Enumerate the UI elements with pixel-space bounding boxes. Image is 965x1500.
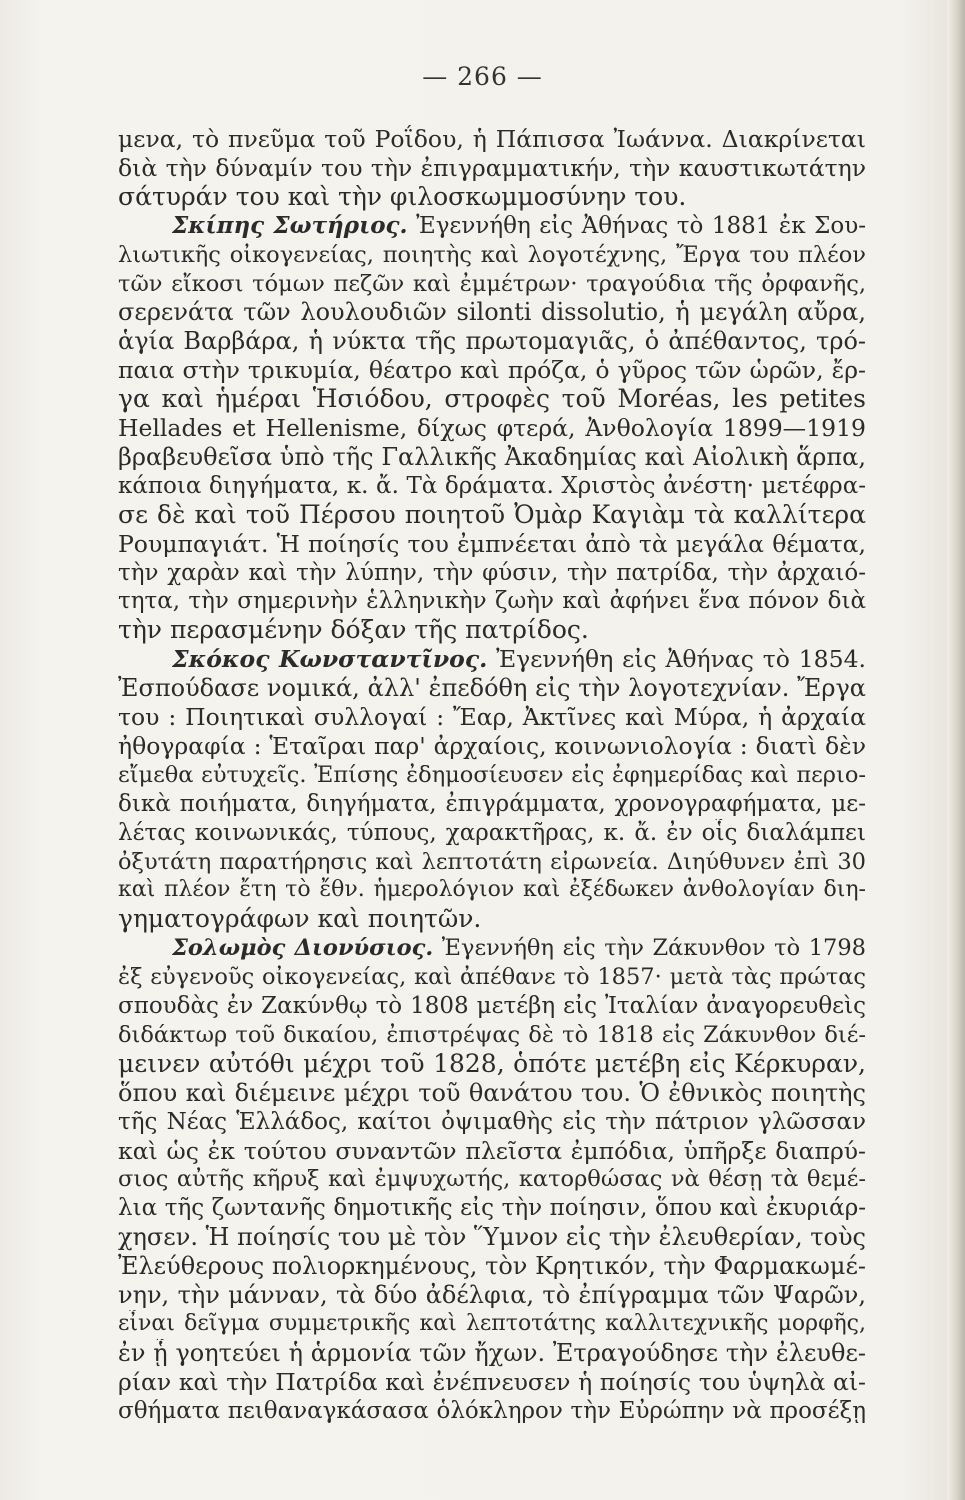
- line-text: μεινεν αὐτόθι μέχρι τοῦ 1828, ὁπότε μετέβη εἰς Κέρκυραν,: [118, 1049, 866, 1078]
- text-line: [118, 761, 866, 789]
- text-line: [118, 1368, 866, 1396]
- text-line: [118, 1281, 866, 1309]
- line-text: διὰ τὴν δύναμίν του τὴν ἐπιγραμματικήν, τὴν καυστικωτάτην: [118, 153, 866, 182]
- line-text: σθήματα πειθαναγκάσασα ὁλόκληρον τὴν Εὐρώπην νὰ προσέξῃ: [118, 1397, 866, 1424]
- line-text: Ἐγεννήθη εἰς τὴν Ζάκυνθον τὸ 1798: [433, 935, 866, 962]
- text-line: [118, 1165, 866, 1193]
- line-text: ρίαν καὶ τὴν Πατρίδα καὶ ἐνέπνευσεν ἡ ποίησίς του ὑψηλὰ αἰ-: [118, 1367, 866, 1396]
- text-line: [118, 154, 866, 182]
- line-text: σάτυράν του καὶ τὴν φιλοσκωμμοσύνην του.: [118, 182, 687, 211]
- line-text: ὀξυτάτη παρατήρησις καὶ λεπτοτάτη εἰρωνεία. Διηύθυνεν ἐπὶ 30: [118, 848, 866, 875]
- line-text: τῶν εἴκοσι τόμων πεζῶν καὶ ἐμμέτρων· τραγούδια τῆς ὀρφανῆς,: [118, 270, 866, 297]
- text-line: [118, 1050, 866, 1078]
- text-line: [118, 356, 866, 384]
- text-line: [118, 1108, 866, 1136]
- text-line: [118, 819, 866, 847]
- line-text: τητα, τὴν σημερινὴν ἑλληνικὴν ζωὴν καὶ ἀφήνει ἕνα πόνον διὰ: [118, 588, 866, 615]
- line-text: σπουδὰς ἐν Ζακύνθῳ τὸ 1808 μετέβη εἰς Ἰταλίαν ἀναγορευθεὶς: [118, 993, 866, 1019]
- text-line: [118, 270, 866, 298]
- line-text: Ἐλεύθερους πολιορκημένους, τὸν Κρητικόν, τὴν Φαρμακωμέ-: [118, 1252, 866, 1281]
- line-text: Hellades et Hellenisme, δίχως φτερά, Ἀνθολογία 1899—1919: [118, 414, 866, 442]
- text-line: [172, 645, 866, 673]
- entry-name: Σολωμὸς Διονύσιος.: [172, 935, 434, 962]
- line-text: μενα, τὸ πνεῦμα τοῦ Ροΐδου, ἡ Πάπισσα Ἰωάννα. Διακρίνεται: [118, 125, 866, 153]
- line-text: τῆς Νέας Ἑλλάδος, καίτοι ὀψιμαθὴς εἰς τὴν πάτριον γλῶσσαν: [118, 1108, 866, 1135]
- line-text: βραβευθεῖσα ὑπὸ τῆς Γαλλικῆς Ἀκαδημίας καὶ Αἰολικὴ ἅρπα,: [118, 442, 866, 471]
- line-text: καὶ πλέον ἔτη τὸ ἔθν. ἡμερολόγιον καὶ ἐξέδωκεν ἀνθολογίαν διη-: [118, 877, 866, 903]
- line-text: λέτας κοινωνικάς, τύπους, χαρακτῆρας, κ. ἄ. ἐν οἷς διαλάμπει: [118, 819, 866, 846]
- page-edge: [947, 0, 965, 1500]
- text-line: [118, 501, 866, 529]
- text-line: [118, 848, 866, 876]
- text-line: [118, 472, 866, 500]
- line-text: σερενάτα τῶν λουλουδιῶν silonti dissolutio, ἡ μεγάλη αὔρα,: [118, 298, 866, 327]
- text-line: [118, 530, 866, 558]
- line-text: του : Ποιητικαὶ συλλογαί : Ἔαρ, Ἀκτῖνες καὶ Μύρα, ἡ ἀρχαία: [118, 703, 866, 731]
- text-line: [118, 1079, 866, 1107]
- text-line: [118, 703, 866, 731]
- line-text: λια τῆς ζωντανῆς δημοτικῆς εἰς τὴν ποίησιν, ὅπου καὶ ἐκυριάρ-: [118, 1195, 866, 1222]
- text-line: [118, 327, 866, 355]
- line-text: γηματογράφων καὶ ποιητῶν.: [118, 905, 482, 934]
- text-line: [118, 385, 866, 413]
- text-line: [118, 1310, 866, 1338]
- line-text: γα καὶ ἡμέραι Ἡσιόδου, στροφὲς τοῦ Moréas, les petites: [118, 385, 866, 414]
- text-line: [118, 587, 866, 615]
- line-text: ἐν ᾗ γοητεύει ἡ ἁρμονία τῶν ἤχων. Ἐτραγούδησε τὴν ἐλευθε-: [118, 1338, 866, 1367]
- text-line: [118, 125, 866, 153]
- line-text: κάποια διηγήματα, κ. ἄ. Τὰ δράματα. Χριστὸς ἀνέστη· μετέφρα-: [118, 472, 866, 499]
- text-line: [118, 616, 866, 644]
- text-line: [118, 1397, 866, 1425]
- line-text: ἠθογραφία : Ἑταῖραι παρ' ἀρχαίοις, κοινωνιολογία : διατὶ δὲν: [118, 731, 866, 760]
- line-text: ἁγία Βαρβάρα, ἡ νύκτα τῆς πρωτομαγιᾶς, ὁ ἀπέθαντος, τρό-: [118, 327, 866, 356]
- text-line: [118, 183, 866, 211]
- line-text: Ἐγεννήθη εἰς Ἀθήνας τὸ 1854.: [487, 645, 866, 674]
- line-text: λιωτικῆς οἰκογενείας, ποιητὴς καὶ λογοτέχνης, Ἔργα του πλέον: [118, 241, 866, 268]
- text-line: [118, 298, 866, 326]
- text-line: [118, 1223, 866, 1251]
- line-text: Ἐσπούδασε νομικά, ἀλλ' ἐπεδόθη εἰς τὴν λογοτεχνίαν. Ἔργα: [118, 674, 866, 703]
- line-text: νην, τὴν μάνναν, τὰ δύο ἀδέλφια, τὸ ἐπίγραμμα τῶν Ψαρῶν,: [118, 1281, 866, 1309]
- text-line: [118, 1194, 866, 1222]
- line-text: χησεν. Ἡ ποίησίς του μὲ τὸν Ὕμνον εἰς τὴν ἐλευθερίαν, τοὺς: [118, 1223, 866, 1252]
- line-text: εἶναι δεῖγμα συμμετρικῆς καὶ λεπτοτάτης καλλιτεχνικῆς μορφῆς,: [118, 1310, 866, 1336]
- text-line: [118, 443, 866, 471]
- line-text: δικὰ ποιήματα, διηγήματα, ἐπιγράμματα, χρονογραφήματα, με-: [118, 790, 866, 817]
- line-text: εἴμεθα εὐτυχεῖς. Ἐπίσης ἐδημοσίευσεν εἰς ἐφημερίδας καὶ περιο-: [118, 761, 866, 788]
- text-line: [118, 559, 866, 587]
- text-line: [118, 992, 866, 1020]
- text-line: [118, 241, 866, 269]
- line-text: καὶ ὡς ἐκ τούτου συναντῶν πλεῖστα ἐμπόδια, ὑπῆρξε διαπρύ-: [118, 1136, 866, 1165]
- text-line: [118, 1252, 866, 1280]
- text-line: [118, 963, 866, 991]
- text-line: [118, 905, 866, 933]
- text-line: [118, 1137, 866, 1165]
- line-text: διδάκτωρ τοῦ δικαίου, ἐπιστρέψας δὲ τὸ 1818 εἰς Ζάκυνθον διέ-: [118, 1021, 866, 1048]
- entry-name: Σκόκος Κωνσταντῖνος.: [172, 645, 488, 674]
- text-line: [172, 934, 866, 962]
- text-line: [172, 212, 866, 240]
- text-line: [118, 1339, 866, 1367]
- line-text: ὅπου καὶ διέμεινε μέχρι τοῦ θανάτου του. Ὁ ἐθνικὸς ποιητὴς: [118, 1078, 866, 1107]
- text-line: [118, 674, 866, 702]
- line-text: Ρουμπαγιάτ. Ἡ ποίησίς του ἐμπνέεται ἀπὸ τὰ μεγάλα θέματα,: [118, 529, 866, 558]
- entry-name: Σκίπης Σωτήριος.: [172, 211, 408, 239]
- line-text: τὴν περασμένην δόξαν τῆς πατρίδος.: [118, 616, 589, 645]
- line-text: Ἐγεννήθη εἰς Ἀθήνας τὸ 1881 ἐκ Σου-: [407, 212, 866, 239]
- text-line: [118, 414, 866, 442]
- line-text: σε δὲ καὶ τοῦ Πέρσου ποιητοῦ Ὀμὰρ Καγιὰμ τὰ καλλίτερα: [118, 500, 866, 529]
- text-line: [118, 876, 866, 904]
- line-text: σιος αὐτῆς κῆρυξ καὶ ἐμψυχωτής, κατορθώσας νὰ θέσῃ τὰ θεμέ-: [118, 1166, 866, 1193]
- page-number: — 266 —: [422, 62, 543, 91]
- text-line: [118, 1021, 866, 1049]
- line-text: παια στὴν τρικυμία, θέατρο καὶ πρόζα, ὁ γῦρος τῶν ὡρῶν, ἔρ-: [118, 356, 866, 385]
- line-text: ἐξ εὐγενοῦς οἰκογενείας, καὶ ἀπέθανε τὸ 1857· μετὰ τὰς πρώτας: [118, 964, 866, 991]
- text-line: [118, 732, 866, 760]
- text-line: [118, 790, 866, 818]
- line-text: τὴν χαρὰν καὶ τὴν λύπην, τὴν φύσιν, τὴν πατρίδα, τὴν ἀρχαιό-: [118, 559, 866, 586]
